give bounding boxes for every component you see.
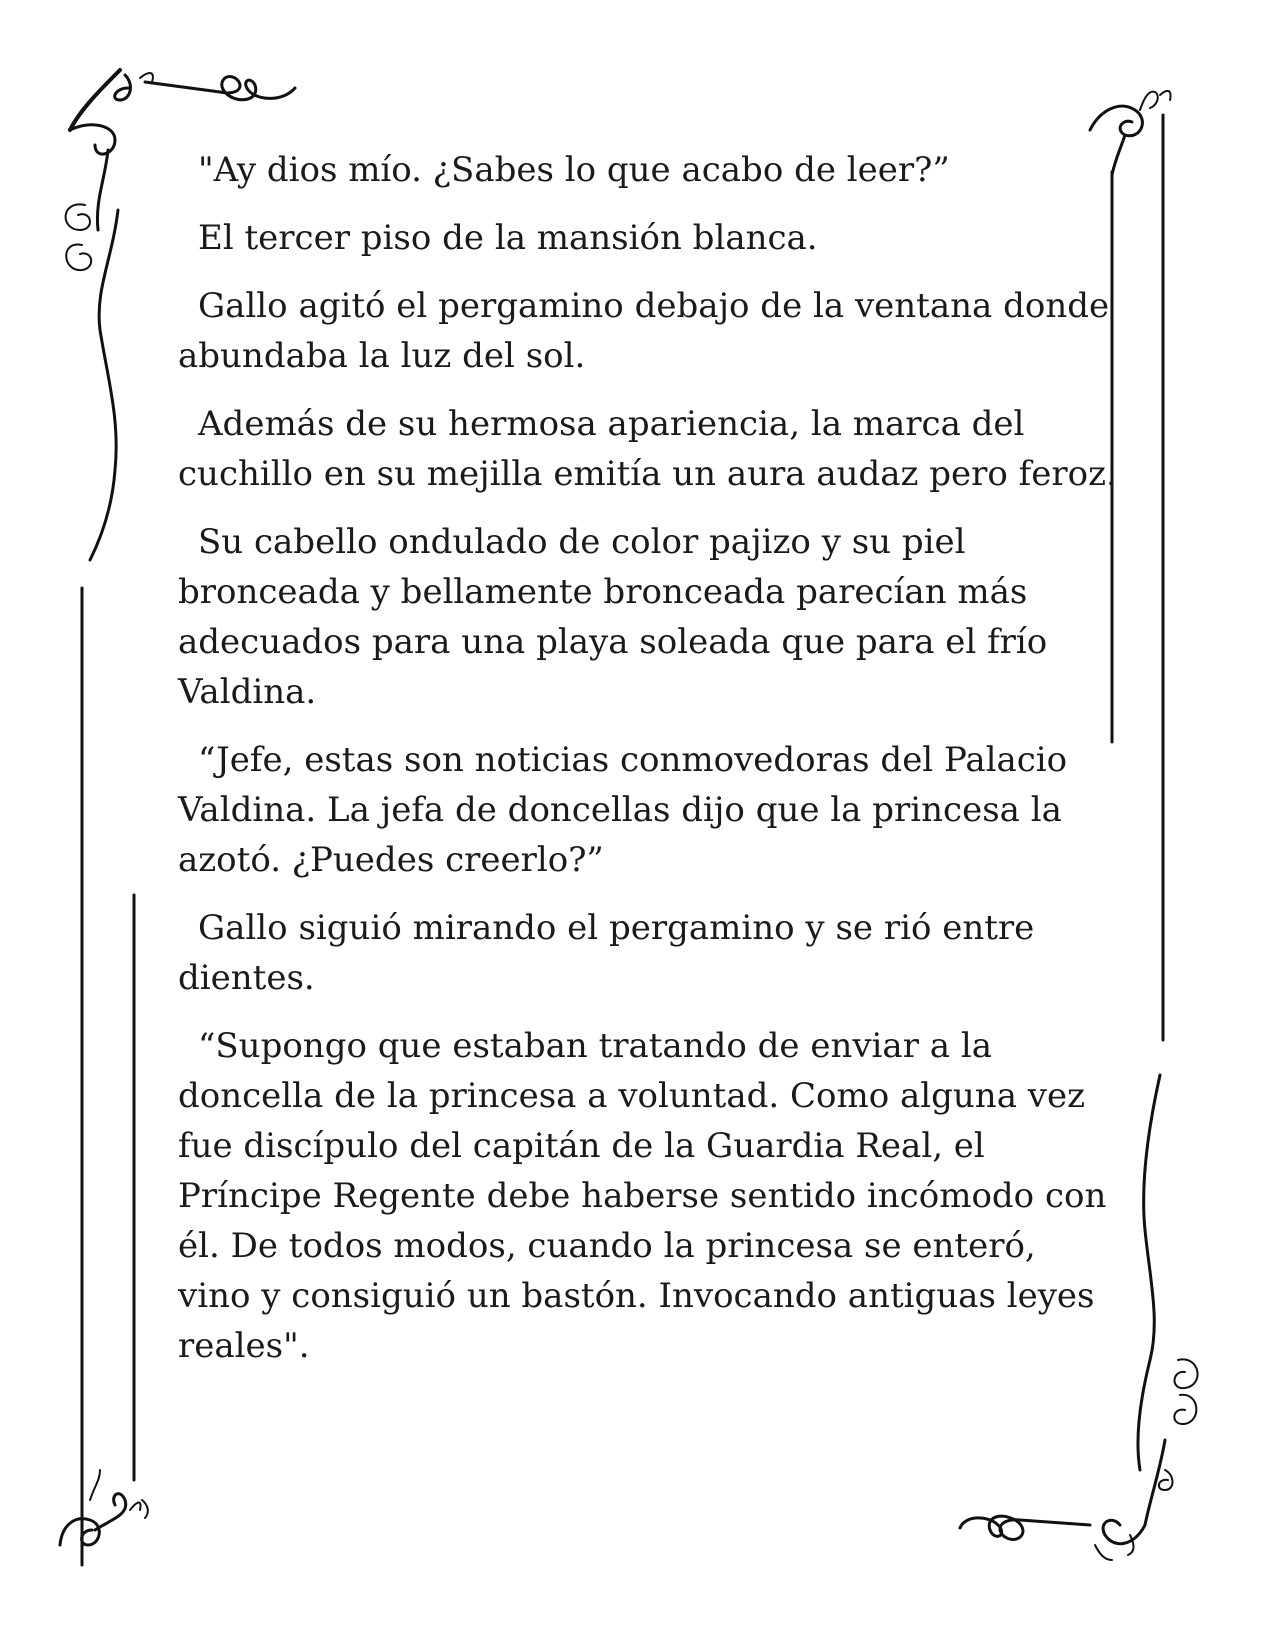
paragraph: Gallo siguió mirando el pergamino y se rió entre dientes. (178, 908, 1035, 998)
paragraph: “Jefe, estas son noticias conmovedoras del Palacio Valdina. La jefa de doncellas dijo que la princesa la azotó. ¿Puedes creerlo?” (178, 740, 1068, 880)
paragraph: Su cabello ondulado de color pajizo y su piel bronceada y bellamente bronceada parecían más adecuados para una playa soleada que para el frío Valdina. (178, 522, 1048, 712)
paragraph: "Ay dios mío. ¿Sabes lo que acabo de leer?” (198, 150, 950, 190)
paragraph: Gallo agitó el pergamino debajo de la ventana donde abundaba la luz del sol. (178, 286, 1110, 376)
paragraph: “Supongo que estaban tratando de enviar a la doncella de la princesa a voluntad. Como alguna vez fue discípulo del capitán de la Guardia Real, el Príncipe Regente debe haberse sentido incómodo con él. De todos modos, cuando la princesa se enteró, vino y consiguió un bastón. Invocando antiguas leyes reales". (178, 1026, 1107, 1366)
story-text (178, 145, 1118, 1389)
paragraph: Además de su hermosa apariencia, la marca del cuchillo en su mejilla emitía un aura audaz pero feroz. (178, 404, 1117, 494)
paragraph: El tercer piso de la mansión blanca. (198, 218, 818, 258)
